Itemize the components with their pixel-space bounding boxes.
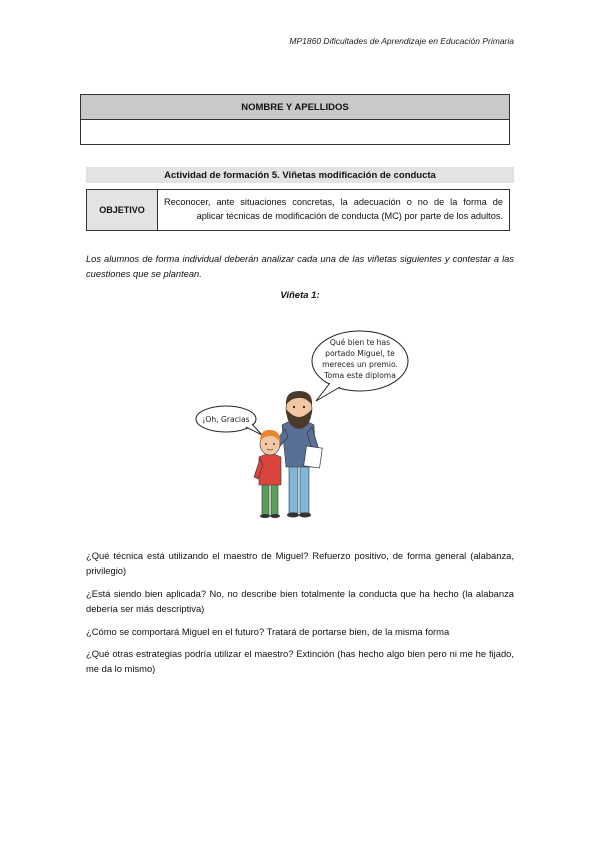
objective-label: OBJETIVO (87, 190, 158, 230)
child-speech-bubble (196, 406, 262, 435)
teacher-bubble-line-1: Qué bien te has (329, 338, 391, 347)
name-field[interactable] (81, 120, 509, 144)
objective-line-1: Reconocer, ante situaciones concretas, la adecuación o no de la forma de (164, 197, 503, 207)
question-answer-1: ¿Qué técnica está utilizando el maestro de Miguel? Refuerzo positivo, de forma general (alabanza, privilegio) (86, 550, 514, 576)
comic-illustration (190, 325, 420, 520)
question-answer-4: ¿Qué otras estrategias podría utilizar el maestro? Extinción (has hecho algo bien pero ni me he fijado, me da lo mismo) (86, 648, 514, 674)
vineta-title: Viñeta 1: (280, 290, 320, 301)
question-answer-2: ¿Está siendo bien aplicada? No, no describe bien totalmente la conducta que ha hecho (la alabanza debería ser más descriptiva) (86, 588, 514, 614)
objective-table (86, 189, 510, 231)
teacher-speech-bubble (312, 331, 408, 401)
teacher-bubble-line-4: Toma este diploma (324, 371, 396, 380)
intro-paragraph: Los alumnos de forma individual deberán analizar cada una de las viñetas siguientes y contestar a las cuestiones que se plantean. (86, 254, 514, 279)
name-table-header: NOMBRE Y APELLIDOS (81, 95, 509, 120)
objective-line-2: aplicar técnicas de modificación de conducta (MC) por parte de los adultos. (196, 211, 503, 221)
question-answer-3: ¿Cómo se comportará Miguel en el futuro? Tratará de portarse bien, de la misma forma (86, 626, 450, 637)
child-figure (254, 430, 281, 518)
teacher-bubble-line-2: portado Miguel, te (325, 349, 395, 358)
objective-text (158, 190, 509, 230)
name-table (80, 94, 510, 145)
activity-title: Actividad de formación 5. Viñetas modificación de conducta (86, 167, 514, 183)
document-header-note: MP1860 Dificultades de Aprendizaje en Educación Primaria (289, 36, 514, 46)
child-bubble-text: ¡Oh, Gracias (202, 415, 250, 424)
teacher-bubble-line-3: mereces un premio. (322, 360, 398, 369)
